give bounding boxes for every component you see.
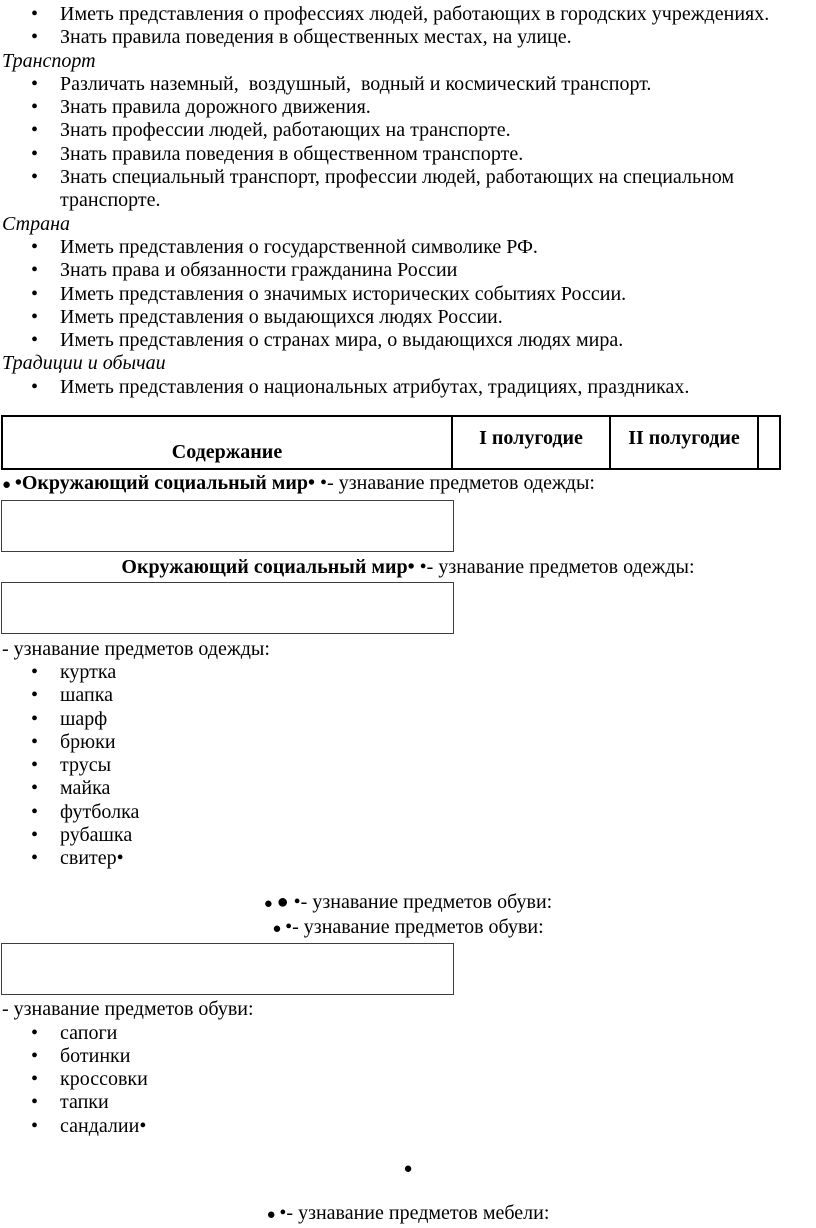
list-item-text: Знать правила дорожного движения. xyxy=(60,96,371,119)
shoes-list-label: - узнавание предметов обуви: xyxy=(2,998,254,1021)
list-item xyxy=(0,329,816,352)
clothes-list-label: - узнавание предметов одежды: xyxy=(2,637,270,660)
bullet-icon: • xyxy=(31,142,39,165)
dot-icon: ● xyxy=(263,895,277,912)
list-item xyxy=(0,801,816,824)
list-item xyxy=(0,684,816,707)
furniture-line xyxy=(0,1202,816,1227)
list-item-text: Знать профессии людей, работающих на транспорте. xyxy=(60,119,511,142)
bullet-icon: • xyxy=(31,824,39,847)
empty-box xyxy=(1,943,454,995)
shoes-line-2 xyxy=(0,916,816,941)
bullet-icon: • xyxy=(31,259,39,282)
table-header-content: Содержание xyxy=(3,417,453,468)
list-item xyxy=(0,1115,816,1138)
list-item xyxy=(0,1068,816,1091)
list-item xyxy=(0,143,816,166)
clothes-line-center xyxy=(0,556,816,579)
list-item xyxy=(0,661,816,684)
bullet-icon: • xyxy=(31,1114,39,1137)
bullet-icon: • xyxy=(31,375,39,398)
bullet-icon: • xyxy=(31,282,39,305)
dot-icon: ● xyxy=(403,1160,413,1177)
bullet-icon: • xyxy=(31,119,39,142)
list-item-text: Иметь представления о национальных атрибутах, традициях, праздниках. xyxy=(60,375,690,398)
list-item-text: Иметь представления о странах мира, о выдающихся людях мира. xyxy=(60,329,624,352)
list-item xyxy=(0,824,816,847)
list-item-text: брюки xyxy=(60,730,116,753)
bullet-icon: • xyxy=(31,329,39,352)
list-item xyxy=(0,96,816,119)
shoes-list xyxy=(0,1022,816,1138)
section-heading-transport: Транспорт xyxy=(2,49,96,72)
list-item-text: тапки xyxy=(60,1091,109,1114)
bullet-icon: • xyxy=(31,847,39,870)
list-item xyxy=(0,376,816,399)
list-item xyxy=(0,283,816,306)
shoes-line-1-rest: ● •- узнавание предметов обуви: xyxy=(276,890,553,913)
dot-icon: ● xyxy=(272,920,286,937)
bullet-icon: • xyxy=(31,1068,39,1091)
bullet-icon: • xyxy=(31,166,39,189)
bullet-icon: • xyxy=(31,800,39,823)
clothes-line-left xyxy=(0,472,816,497)
list-item xyxy=(0,847,816,870)
clothes-line-center-bold: Окружающий социальный мир• xyxy=(121,556,415,579)
bullet-icon: • xyxy=(31,777,39,800)
bullet-icon: • xyxy=(31,1044,39,1067)
list-item xyxy=(0,1022,816,1045)
list-item-text: сандалии• xyxy=(60,1114,147,1137)
bullet-icon: • xyxy=(31,1091,39,1114)
list-item-text: Знать права и обязанности гражданина России xyxy=(60,259,458,282)
list-item-text: Различать наземный, воздушный, водный и космический транспорт. xyxy=(60,72,652,95)
list-item xyxy=(0,3,816,26)
list-item xyxy=(0,306,816,329)
bullet-icon: • xyxy=(31,305,39,328)
list-item-text: футболка xyxy=(60,800,140,823)
bullet-icon: • xyxy=(31,72,39,95)
list-item-text: свитер• xyxy=(60,847,124,870)
list-item-text: Иметь представления о значимых исторических событиях России. xyxy=(60,282,627,305)
bullet-icon: • xyxy=(31,3,39,25)
list-item-text: Знать правила поведения в общественном транспорте. xyxy=(60,142,524,165)
list-item xyxy=(0,26,816,49)
list-item-text: шарф xyxy=(60,707,108,730)
dot-icon: ● xyxy=(2,477,15,494)
list-item xyxy=(0,1091,816,1114)
section-heading-tradicii: Традиции и обычаи xyxy=(2,352,166,375)
list-item-text: шапка xyxy=(60,684,114,707)
table-header-sem1: I полугодие xyxy=(453,417,611,468)
bullet-icon: • xyxy=(31,730,39,753)
bullet-icon: • xyxy=(31,684,39,707)
list-item xyxy=(0,73,816,96)
list-item xyxy=(0,236,816,259)
list-item-text: Иметь представления о государственной символике РФ. xyxy=(60,235,538,258)
list-item-text: ботинки xyxy=(60,1044,131,1067)
bullet-icon: • xyxy=(31,96,39,119)
list-item-text: кроссовки xyxy=(60,1068,148,1091)
list-item xyxy=(0,731,816,754)
list-item-text: трусы xyxy=(60,754,112,777)
bullet-icon: • xyxy=(31,707,39,730)
bullet-icon: • xyxy=(31,26,39,49)
list-item xyxy=(0,708,816,731)
list-item xyxy=(0,119,816,142)
list-item-text: Знать специальный транспорт, профессии людей, работающих на специальном транспорте. xyxy=(60,166,740,212)
section-heading-strana: Страна xyxy=(2,212,70,235)
list-item-text: Знать правила поведения в общественных местах, на улице. xyxy=(60,26,572,49)
clothes-list xyxy=(0,661,816,871)
bullet-icon: • xyxy=(31,235,39,258)
table-header-sem2: II полугодие xyxy=(611,417,759,468)
clothes-line-left-bold: •Окружающий социальный мир• xyxy=(14,472,316,495)
shoes-line-2-rest: •- узнавание предметов обуви: xyxy=(285,915,544,938)
bullet-icon: • xyxy=(31,754,39,777)
requirements-list xyxy=(0,3,816,399)
dot-icon: ● xyxy=(266,1207,280,1224)
list-item xyxy=(0,259,816,282)
lone-dot-line xyxy=(0,1156,816,1181)
list-item xyxy=(0,777,816,800)
list-item xyxy=(0,1045,816,1068)
clothes-line-center-rest: •- узнавание предметов одежды: xyxy=(414,556,695,579)
bullet-icon: • xyxy=(31,1021,39,1044)
furniture-line-rest: •- узнавание предметов мебели: xyxy=(279,1202,550,1225)
list-item-text: Иметь представления о выдающихся людях России. xyxy=(60,305,503,328)
shoes-line-1 xyxy=(0,891,816,916)
clothes-line-left-rest: •- узнавание предметов одежды: xyxy=(315,472,595,495)
list-item xyxy=(0,166,816,213)
table-header-empty xyxy=(759,417,779,468)
empty-box xyxy=(1,582,454,634)
list-item-text: рубашка xyxy=(60,824,133,847)
summary-table xyxy=(1,415,781,470)
bullet-icon: • xyxy=(31,660,39,683)
list-item-text: куртка xyxy=(60,660,117,683)
list-item-text: сапоги xyxy=(60,1021,118,1044)
list-item-text: майка xyxy=(60,777,111,800)
list-item xyxy=(0,754,816,777)
empty-box xyxy=(1,500,454,552)
list-item-text: Иметь представления о профессиях людей, работающих в городских учреждениях. xyxy=(60,3,770,25)
